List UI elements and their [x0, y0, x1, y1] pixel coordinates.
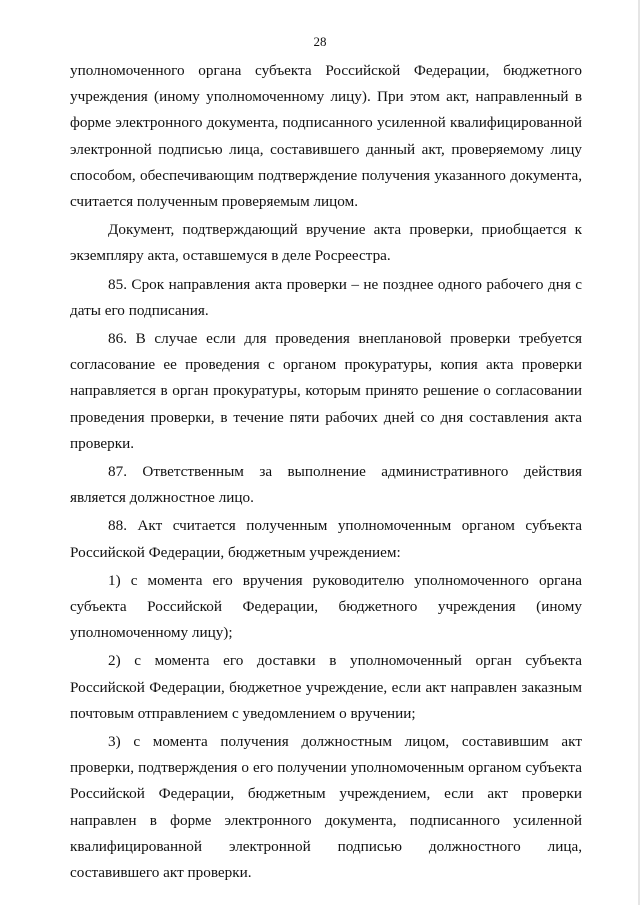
page-number: 28 — [313, 34, 327, 49]
list-item-2: 2) с момента его доставки в уполномоченный орган субъекта Российской Федерации, бюджетное учреждение, если акт направлен заказным почтовым отправлением с уведомлением о вручении; — [70, 652, 582, 722]
paragraph-85: 85. Срок направления акта проверки – не позднее одного рабочего дня с даты его подписания. — [70, 275, 582, 319]
list-item-1: 1) с момента его вручения руководителю уполномоченного органа субъекта Российской Федерации, бюджетного учреждения (иному уполномоченному лицу); — [70, 571, 582, 642]
paragraph-continuation: уполномоченного органа субъекта Российской Федерации, бюджетного учреждения (иному уполномоченному лицу). При этом акт, направленный в форме электронного документа, подписанного усиленной квалифицированной электронной подписью лица, составившего данный акт, проверяемому лицу способом, обеспечивающим подтверждение получения указанного документа, считается полученным проверяемым лицом. — [70, 62, 582, 211]
paragraph-87: 87. Ответственным за выполнение административного действия является должностное лицо. — [70, 463, 582, 507]
paragraph-86: 86. В случае если для проведения внеплановой проверки требуется согласование ее проведения с органом прокуратуры, копия акта проверки направляется в орган прокуратуры, которым принято решение о согласовании проведения проверки, в течение пяти рабочих дней со дня составления акта проверки. — [70, 330, 582, 452]
paragraph-88: 88. Акт считается полученным уполномоченным органом субъекта Российской Федерации, бюджетным учреждением: — [70, 517, 582, 561]
list-item-3: 3) с момента получения должностным лицом, составившим акт проверки, подтверждения о его получении уполномоченным органом субъекта Российской Федерации, бюджетным учреждением, если акт проверки направлен в форме электронного документа, подписанного усиленной квалифицированной электронной подписью должностного лица, составившего акт проверки. — [70, 733, 582, 882]
paragraph-document-delivery: Документ, подтверждающий вручение акта проверки, приобщается к экземпляру акта, оставшемуся в деле Росреестра. — [70, 221, 582, 265]
body-text — [70, 58, 582, 886]
